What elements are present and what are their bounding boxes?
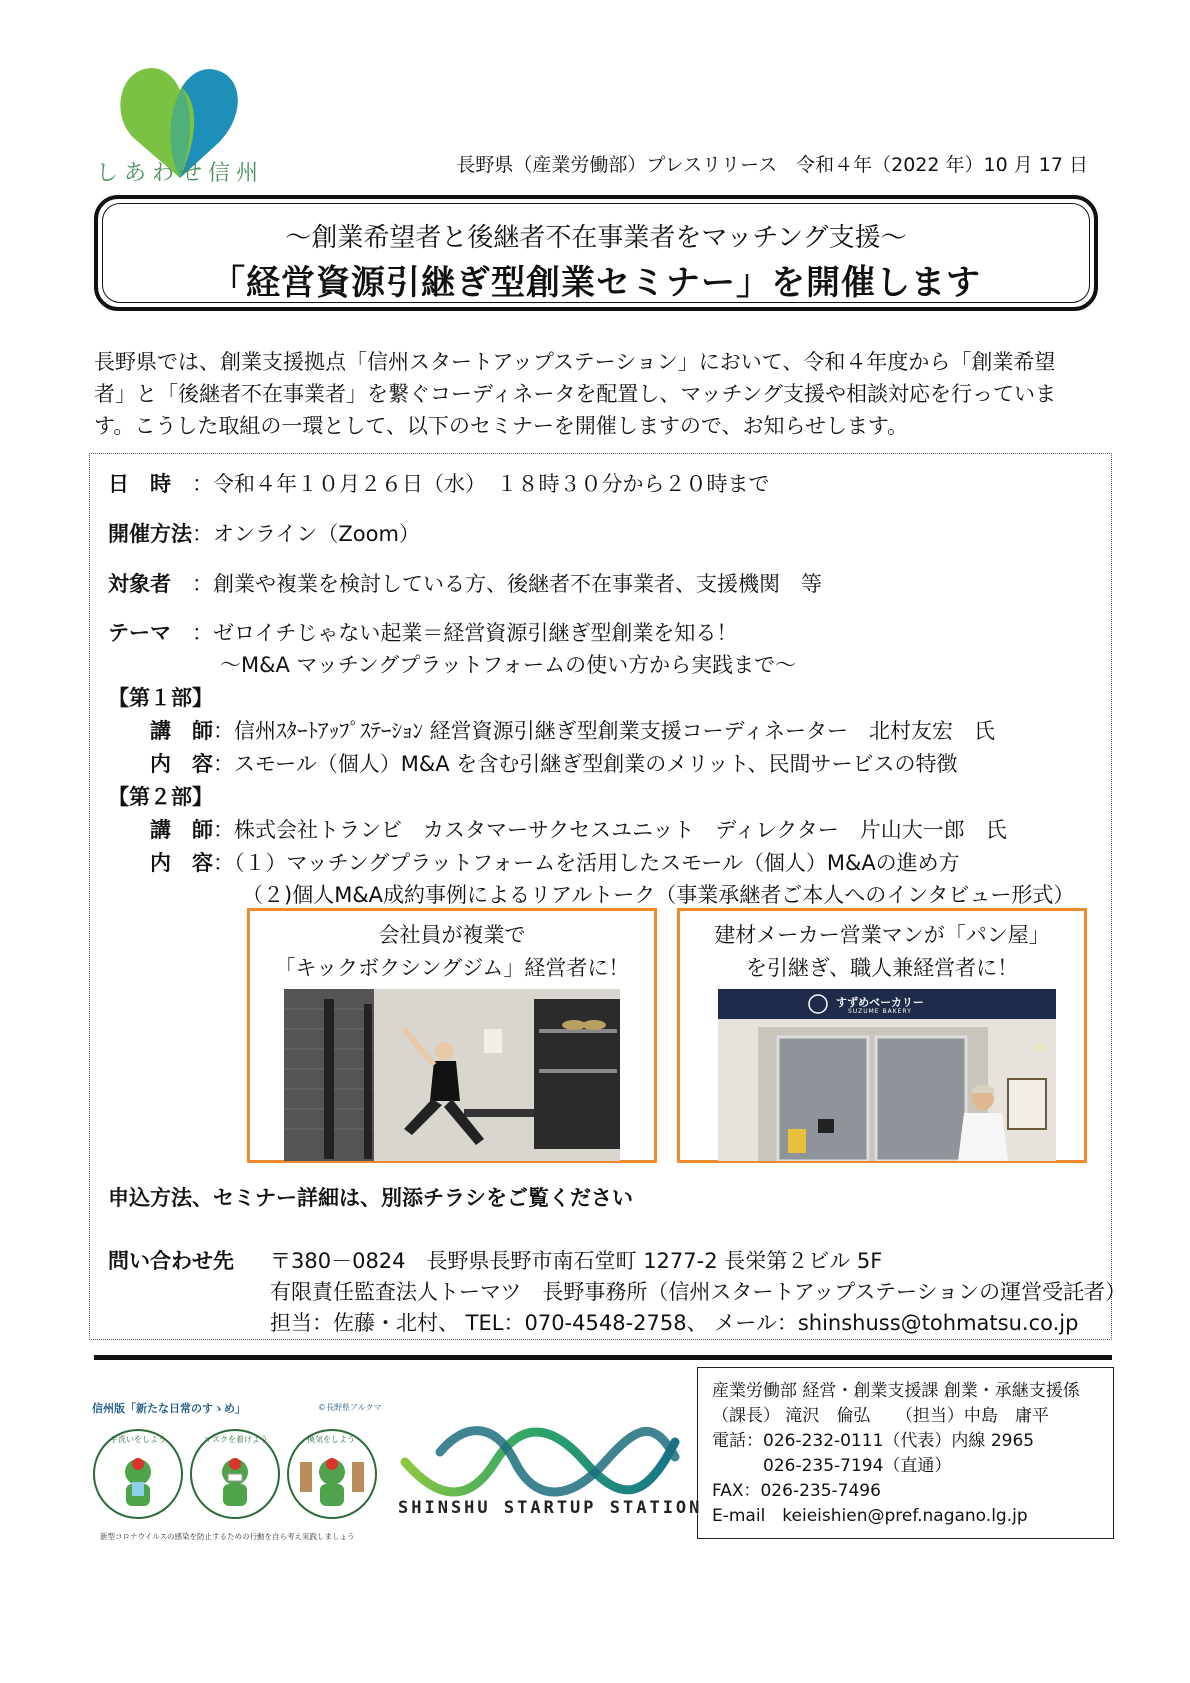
bakery-sign: すずめベーカリー [836,996,924,1009]
part2-title: 【第２部】 [108,785,213,809]
badge-item-mask: マスクを着けよう [204,1435,268,1444]
gym-photo [284,989,620,1161]
dept-phone-direct: 026-235-7194（直通） [712,1456,952,1476]
method-label: 開催方法 [108,522,192,546]
press-release-line: 長野県（産業労働部）プレスリリース 令和４年（2022 年）10 月 17 日 [456,154,1088,176]
bakery-sign-sub: SUZUME BAKERY [848,1008,912,1015]
date-row [108,468,770,498]
story-card-gym [247,908,657,1163]
part1-content-label: 内 容 [150,752,213,776]
part1-lecturer-row [150,715,995,745]
contact-address: 〒380－0824 長野県長野市南石堂町 1277-2 長栄第２ビル 5F [270,1249,883,1273]
intro-paragraph [94,346,1106,442]
badge-footer: 新型コロナウイルスの感染を防止するための行動を自ら考え実践しましょう [100,1532,355,1541]
card-caption-line2: 「キックボクシングジム」経営者に！ [274,956,630,980]
contact-organization: 有限責任監査法人トーマツ 長野事務所（信州スタートアップステーションの運営受託者） [270,1280,1127,1304]
part2-lecturer: ：株式会社トランビ カスタマーサクセスユニット ディレクター 片山大一郎 氏 [213,818,1007,842]
startup-station-text: SHINSHU STARTUP STATION [398,1498,703,1518]
part1-lecturer-label: 講 師 [150,719,213,743]
part2-content-label: 内 容 [150,851,213,875]
part1-content: ：スモール（個人）M&A を含む引継ぎ型創業のメリット、民間サービスの特徴 [213,752,958,776]
part1-content-row [150,748,958,778]
part2-content-2: （２)個人M&A成約事例によるリアルトーク（事業承継者ご本人へのインタビュー形式） [242,883,1075,907]
department-contact-box [697,1367,1114,1539]
main-title: 「経営資源引継ぎ型創業セミナー」を開催します [211,263,981,303]
new-normal-badge [92,1400,382,1545]
target-value: ：創業や複業を検討している方、後継者不在事業者、支援機関 等 [192,572,822,596]
contact-person: 担当：佐藤・北村、 TEL：070-4548-2758、 メール：shinshuss@tohmatsu.co.jp [270,1311,1079,1335]
dept-phone: 電話：026-232-0111（代表）内線 2965 [712,1431,1035,1451]
contact-label: 問い合わせ先 [108,1249,234,1273]
date-value: ：令和４年１０月２６日（水） １８時３０分から２０時まで [192,472,770,496]
part2-lecturer-row [150,814,1007,844]
subtitle: ～創業希望者と後継者不在事業者をマッチング支援～ [285,223,907,253]
theme-label: テーマ [108,621,192,645]
theme-row [108,617,737,647]
theme-subtitle: ～M&A マッチングプラットフォームの使い方から実践まで～ [220,653,797,677]
badge-item-handwash: 手洗いをしよう [110,1435,166,1444]
card-caption-line1: 会社員が複業で [378,923,526,947]
apply-notice: 申込方法、セミナー詳細は、別添チラシをご覧ください [108,1186,633,1210]
method-row [108,518,420,548]
card-caption-line2: を引継ぎ、職人兼経営者に！ [745,956,1019,980]
intro-line: す。こうした取組の一環として、以下のセミナーを開催しますので、お知らせします。 [94,414,909,438]
date-label: 日 時 [108,472,192,496]
dept-staff: （課長） 滝沢 倫弘 （担当）中島 庸平 [712,1406,1049,1426]
intro-line: 長野県では、創業支援拠点「信州スタートアップステーション」において、令和４年度から「創業希望 [94,350,1056,374]
badge-item-ventilation: 換気をしよう [307,1435,355,1444]
dept-name: 産業労働部 経営・創業支援課 創業・承継支援係 [712,1381,1080,1401]
target-row [108,568,822,598]
story-card-bakery [677,908,1087,1163]
part2-lecturer-label: 講 師 [150,818,213,842]
arukuma-icons [92,1414,382,1529]
dept-email: E-mail keieishien@pref.nagano.lg.jp [712,1506,1028,1526]
badge-title: 信州版「新たな日常のすゝめ」 [92,1402,246,1415]
part1-lecturer: ：信州ｽﾀｰﾄｱｯﾌﾟｽﾃｰｼｮﾝ 経営資源引継ぎ型創業支援コーディネーター 北村友宏 氏 [213,719,995,743]
bakery-photo [718,989,1056,1161]
dept-fax: FAX：026-235-7496 [712,1481,881,1501]
theme-value: ：ゼロイチじゃない起業＝経営資源引継ぎ型創業を知る！ [192,621,738,645]
part2-content-row [150,847,960,877]
logo-text: しあわせ信州 [96,161,265,186]
target-label: 対象者 [108,572,192,596]
part2-content-1: ：（１）マッチングプラットフォームを活用したスモール（個人）M&Aの進め方 [213,851,960,875]
part1-title: 【第１部】 [108,686,213,710]
intro-line: 者」と「後継者不在事業者」を繋ぐコーディネータを配置し、マッチング支援や相談対応を行っていま [94,382,1057,406]
card-caption-line1: 建材メーカー営業マンが「パン屋」 [714,923,1050,947]
method-value: ：オンライン（Zoom） [192,522,420,546]
badge-credit: ©長野県アルクマ [318,1403,382,1412]
title-box [94,195,1098,311]
divider [94,1355,1112,1360]
